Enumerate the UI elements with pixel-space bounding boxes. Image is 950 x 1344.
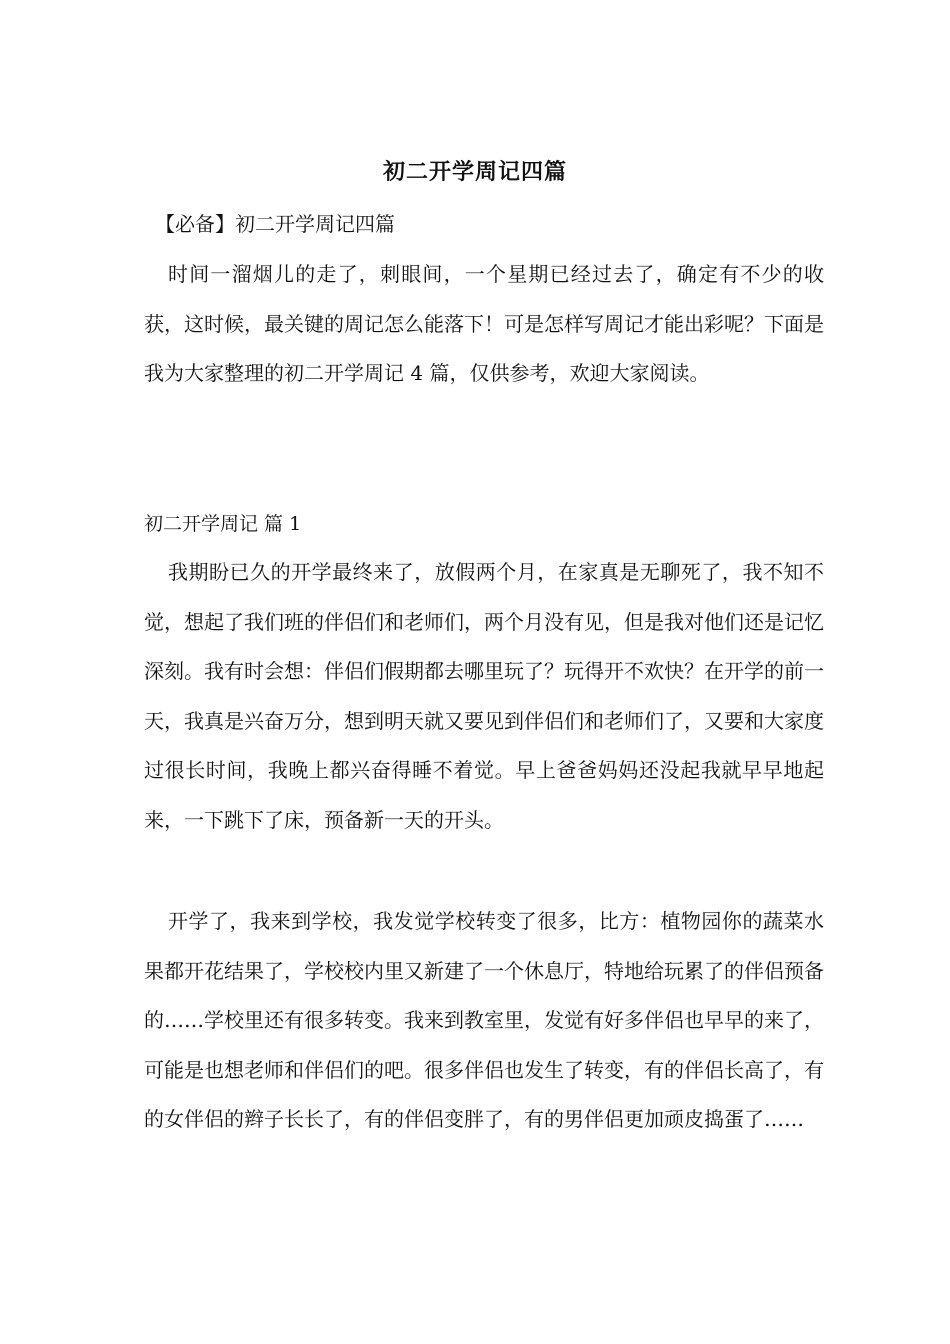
body-paragraph-1: 我期盼已久的开学最终来了，放假两个月，在家真是无聊死了，我不知不觉，想起了我们班的伴侣们和老师们，两个月没有见，但是我对他们还是记忆深刻。我有时会想：伴侣们假期都去哪里玩了？玩得开不欢快？在开学的前一天，我真是兴奋万分，想到明天就又要见到伴侣们和老师们了，又要和大家度过很长时间，我晚上都兴奋得睡不着觉。早上爸爸妈妈还没起我就早早地起来，一下跳下了床，预备新一天的开头。 — [144, 560, 824, 832]
body-paragraph-2: 开学了，我来到学校，我发觉学校转变了很多，比方：植物园你的蔬菜水果都开花结果了，学校校内里又新建了一个休息厅，特地给玩累了的伴侣预备的……学校里还有很多转变。我来到教室里，发觉有好多伴侣也早早的来了，可能是也想老师和伴侣们的吧。很多伴侣也发生了转变，有的伴侣长高了，有的女伴侣的辫子长长了，有的伴侣变胖了，有的男伴侣更加顽皮捣蛋了…… — [144, 909, 824, 1131]
intro-paragraph: 时间一溜烟儿的走了，刺眼间，一个星期已经过去了，确定有不少的收获，这时候，最关键的周记怎么能落下！可是怎样写周记才能出彩呢？下面是我为大家整理的初二开学周记 4 篇，仅供参考，欢迎大家阅读。 — [144, 262, 824, 385]
section-heading: 初二开学周记 篇 1 — [144, 513, 302, 535]
document-subtitle: 【必备】初二开学周记四篇 — [155, 212, 395, 236]
document-title: 初二开学周记四篇 — [382, 159, 567, 185]
intro-paragraph-block — [144, 250, 824, 399]
body-paragraph-block-2 — [144, 897, 824, 1145]
body-paragraph-block-1 — [144, 548, 824, 845]
